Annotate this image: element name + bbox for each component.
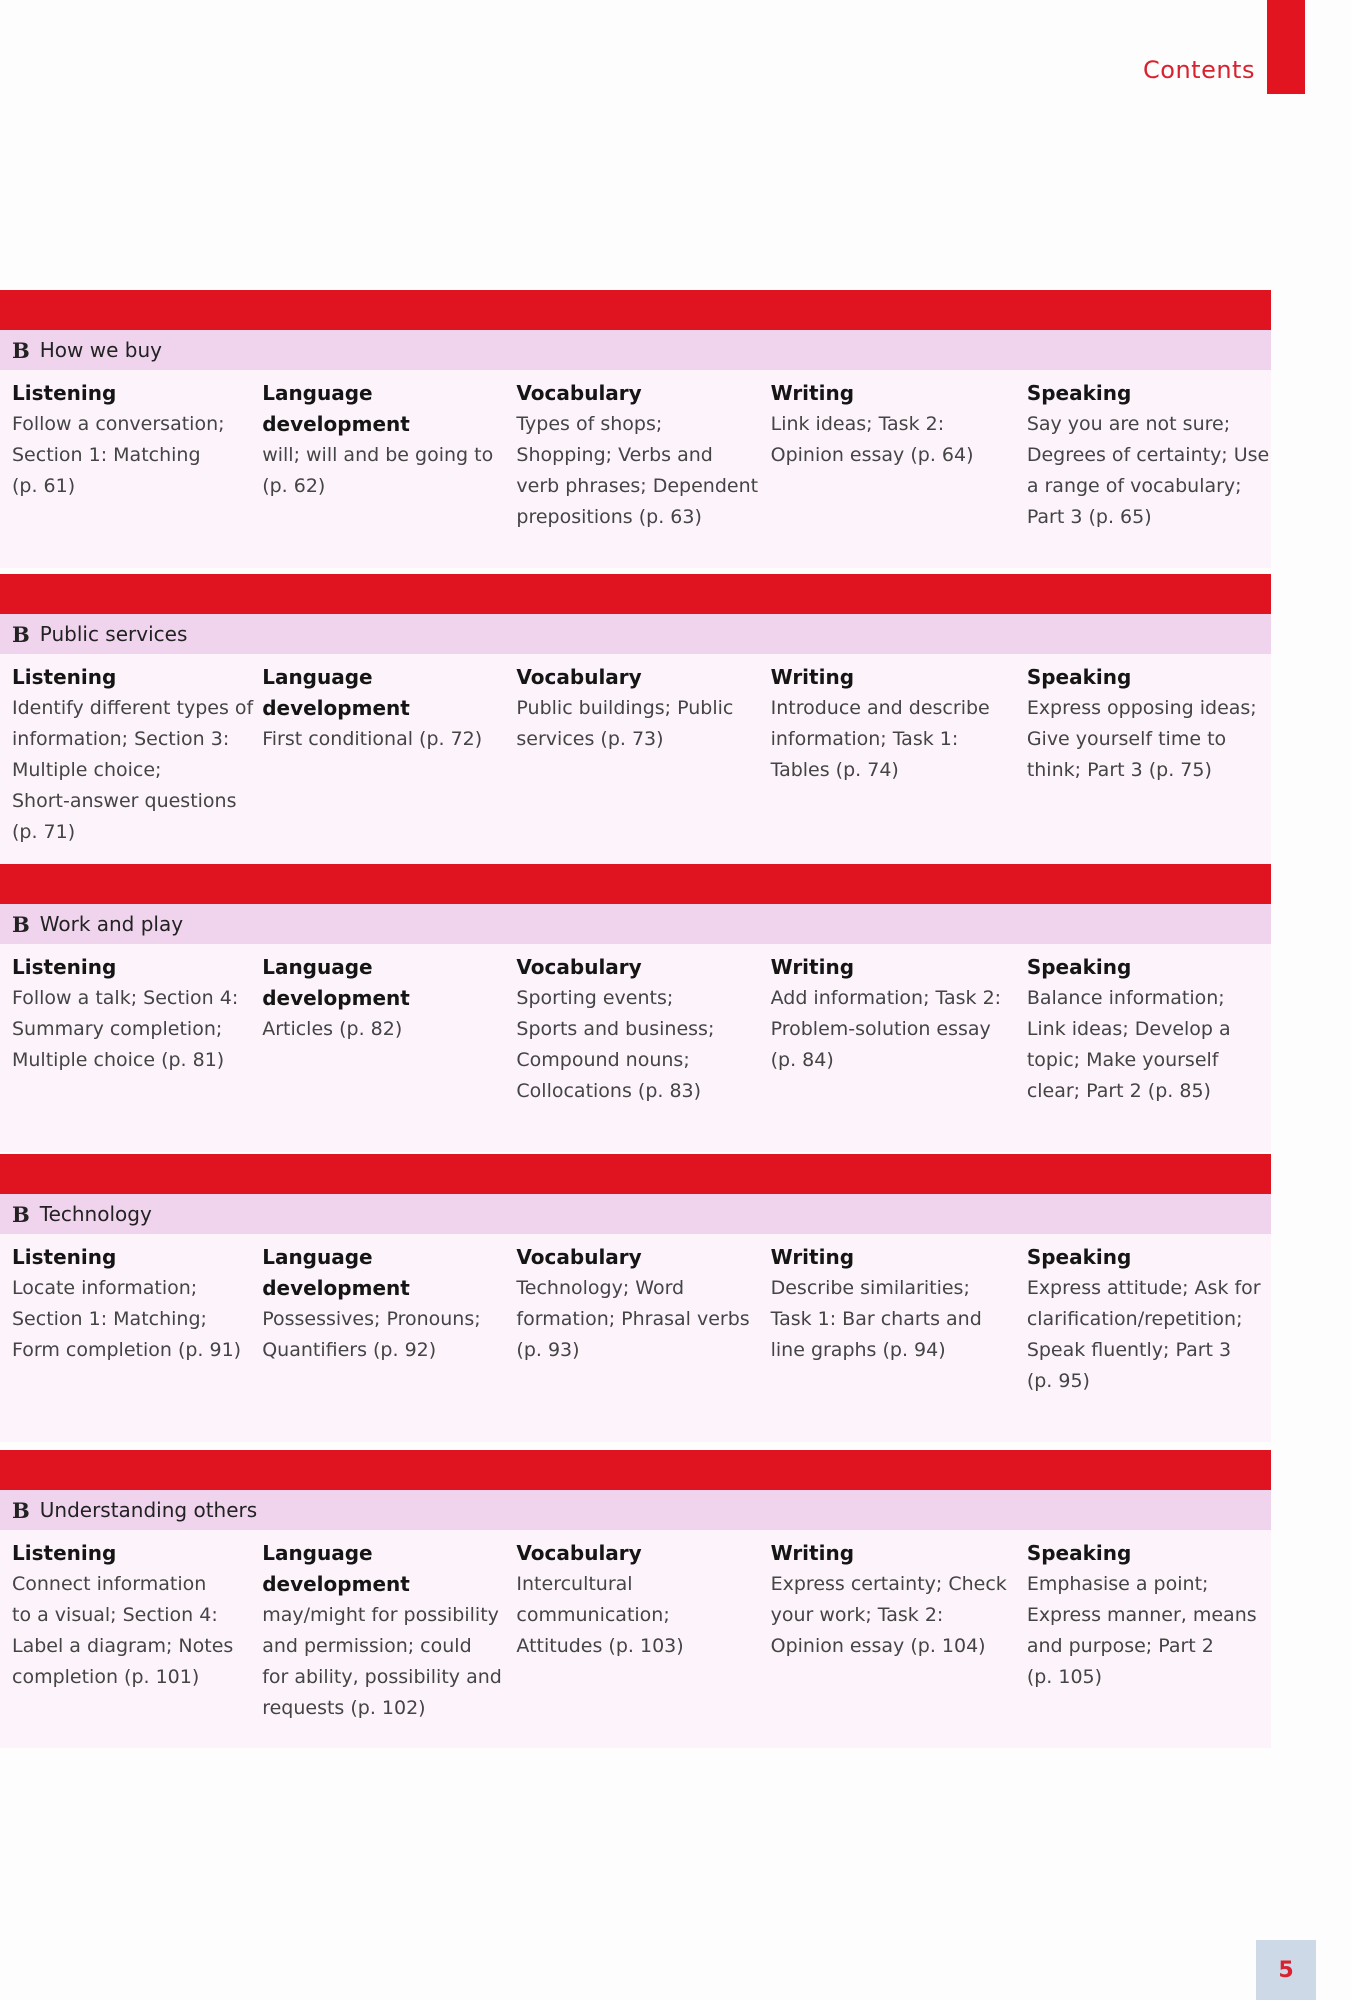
vocabulary-column: Vocabulary Technology; Word formation; Phrasal verbs (p. 93) — [516, 1245, 750, 1361]
section-letter: B — [12, 1201, 30, 1227]
language-column: Language development Articles (p. 82) — [262, 955, 410, 1040]
unit-columns — [0, 944, 1271, 1152]
vocabulary-column: Vocabulary Intercultural communication; Attitudes (p. 103) — [516, 1541, 684, 1657]
vocabulary-column: Vocabulary Public buildings; Public services (p. 73) — [516, 665, 734, 750]
speaking-column: Speaking Balance information; Link ideas; Develop a topic; Make yourself clear; Part 2 (p. 85) — [1026, 955, 1231, 1102]
listening-column: Listening Follow a conversation; Section 1: Matching (p. 61) — [12, 381, 225, 497]
listening-column: Listening Follow a talk; Section 4: Summary completion; Multiple choice (p. 81) — [12, 955, 239, 1071]
unit-subheader — [0, 1490, 1271, 1530]
writing-column: Writing Link ideas; Task 2: Opinion essay (p. 64) — [770, 381, 974, 466]
language-column: Language development First conditional (p. 72) — [262, 665, 483, 750]
unit-title: Understanding others — [39, 1498, 258, 1522]
unit-banner — [0, 1450, 1271, 1490]
section-letter: B — [12, 337, 30, 363]
unit-technology — [0, 1154, 1271, 1442]
writing-column: Writing Express certainty; Check your work; Task 2: Opinion essay (p. 104) — [770, 1541, 1007, 1657]
unit-title: How we buy — [39, 338, 162, 362]
section-letter: B — [12, 1497, 30, 1523]
unit-title: Work and play — [39, 912, 184, 936]
unit-banner — [0, 290, 1271, 330]
listening-column: Listening Locate information; Section 1: Matching; Form completion (p. 91) — [12, 1245, 242, 1361]
unit-columns — [0, 1234, 1271, 1442]
language-column: Language development Possessives; Pronouns; Quantifiers (p. 92) — [262, 1245, 481, 1361]
vocabulary-column: Vocabulary Sporting events; Sports and business; Compound nouns; Collocations (p. 83) — [516, 955, 715, 1102]
section-letter: B — [12, 911, 30, 937]
speaking-column: Speaking Express attitude; Ask for clarification/repetition; Speak fluently; Part 3 (p. 95) — [1026, 1245, 1261, 1392]
writing-column: Writing Introduce and describe information; Task 1: Tables (p. 74) — [770, 665, 990, 781]
writing-column: Writing Describe similarities; Task 1: Bar charts and line graphs (p. 94) — [770, 1245, 982, 1361]
language-column: Language development will; will and be going to (p. 62) — [262, 381, 494, 497]
speaking-column: Speaking Express opposing ideas; Give yourself time to think; Part 3 (p. 75) — [1026, 665, 1257, 781]
unit-title: Technology — [39, 1202, 152, 1226]
language-column: Language development may/might for possibility and permission; could for ability, possibility and requests (p. 102) — [262, 1541, 502, 1719]
unit-columns — [0, 1530, 1271, 1748]
unit-columns — [0, 370, 1271, 568]
writing-column: Writing Add information; Task 2: Problem-solution essay (p. 84) — [770, 955, 1002, 1071]
corner-tab — [1267, 0, 1305, 94]
unit-subheader — [0, 1194, 1271, 1234]
speaking-column: Speaking Say you are not sure; Degrees of certainty; Use a range of vocabulary; Part 3 (p. 65) — [1026, 381, 1270, 528]
unit-subheader — [0, 904, 1271, 944]
unit-subheader — [0, 614, 1271, 654]
unit-understanding-others — [0, 1450, 1271, 1748]
unit-subheader — [0, 330, 1271, 370]
section-letter: B — [12, 621, 30, 647]
unit-title: Public services — [39, 622, 188, 646]
unit-banner — [0, 574, 1271, 614]
unit-public-services — [0, 574, 1271, 872]
unit-how-we-buy — [0, 290, 1271, 568]
vocabulary-column: Vocabulary Types of shops; Shopping; Verbs and verb phrases; Dependent prepositions (p. 63) — [516, 381, 759, 528]
unit-banner — [0, 864, 1271, 904]
listening-column: Listening Connect information to a visual; Section 4: Label a diagram; Notes completion (p. 101) — [12, 1541, 234, 1688]
speaking-column: Speaking Emphasise a point; Express manner, means and purpose; Part 2 (p. 105) — [1026, 1541, 1257, 1688]
page-number: 5 — [1256, 1940, 1316, 2000]
unit-work-and-play — [0, 864, 1271, 1152]
page-title: Contents — [1143, 56, 1255, 84]
listening-column: Listening Identify different types of information; Section 3: Multiple choice; Short-answer questions (p. 71) — [12, 665, 254, 843]
unit-columns — [0, 654, 1271, 872]
unit-banner — [0, 1154, 1271, 1194]
